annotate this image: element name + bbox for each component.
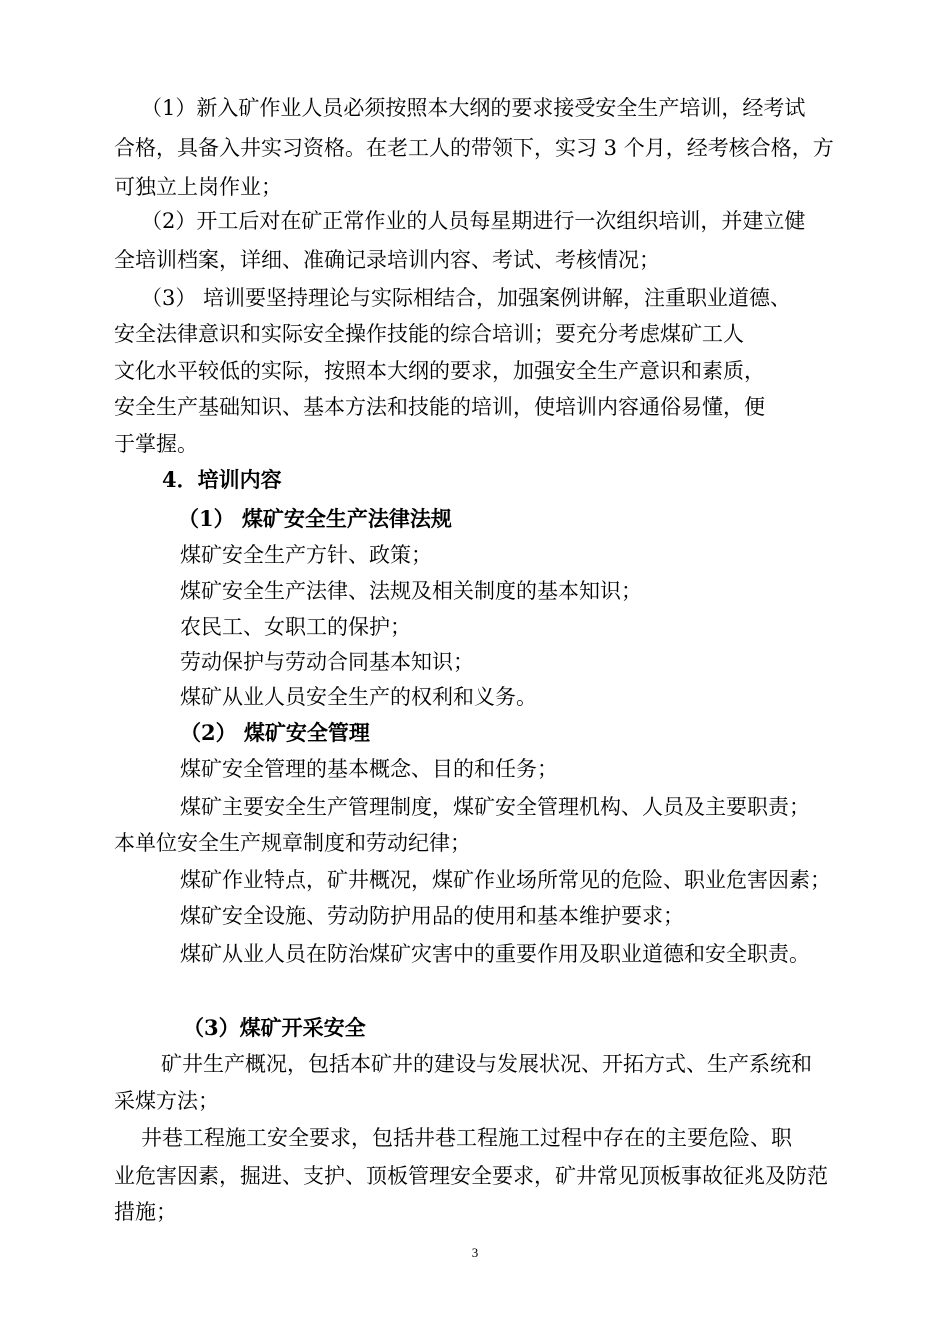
list-item: 煤矿主要安全生产管理制度，煤矿安全管理机构、人员及主要职责；: [180, 795, 810, 819]
list-item: 煤矿安全生产法律、法规及相关制度的基本知识；: [180, 579, 642, 603]
paragraph-5-line-2: 业危害因素，掘进、支护、顶板管理安全要求，矿井常见顶板事故征兆及防范: [114, 1164, 828, 1188]
list-item: 煤矿安全设施、劳动防护用品的使用和基本维护要求；: [180, 904, 684, 928]
paragraph-3-line-3: 文化水平较低的实际，按照本大纲的要求，加强安全生产意识和素质，: [114, 359, 765, 383]
paragraph-2-line-2: 全培训档案，详细、准确记录培训内容、考试、考核情况；: [114, 248, 660, 272]
subheading-2: （2） 煤矿安全管理: [180, 720, 370, 745]
paragraph-4-line-1: 矿井生产概况，包括本矿井的建设与发展状况、开拓方式、生产系统和: [161, 1052, 812, 1076]
paragraph-1-line-2: 合格，具备入井实习资格。在老工人的带领下，实习 3 个月，经考核合格，方: [114, 136, 834, 160]
list-item: 煤矿作业特点，矿井概况，煤矿作业场所常见的危险、职业危害因素；: [180, 868, 831, 892]
paragraph-4-line-2: 采煤方法；: [114, 1089, 219, 1113]
list-item: 煤矿安全管理的基本概念、目的和任务；: [180, 757, 558, 781]
paragraph-3-line-2: 安全法律意识和实际安全操作技能的综合培训；要充分考虑煤矿工人: [114, 322, 744, 346]
list-item: 农民工、女职工的保护；: [180, 615, 411, 639]
paragraph-3-line-5: 于掌握。: [114, 432, 198, 456]
page-number: 3: [471, 1245, 479, 1260]
section-heading: 4．培训内容: [162, 467, 282, 492]
paragraph-1-line-1: （1）新入矿作业人员必须按照本大纲的要求接受安全生产培训，经考试: [141, 96, 806, 120]
subheading-1: （1） 煤矿安全生产法律法规: [178, 506, 452, 531]
paragraph-5-line-3: 措施；: [114, 1200, 177, 1224]
list-item: 煤矿安全生产方针、政策；: [180, 543, 432, 567]
paragraph-3-line-1: （3） 培训要坚持理论与实际相结合，加强案例讲解，注重职业道德、: [141, 286, 792, 310]
list-item: 本单位安全生产规章制度和劳动纪律；: [114, 831, 471, 855]
list-item: 劳动保护与劳动合同基本知识；: [180, 650, 474, 674]
list-item: 煤矿从业人员安全生产的权利和义务。: [180, 685, 537, 709]
list-item: 煤矿从业人员在防治煤矿灾害中的重要作用及职业道德和安全职责。: [180, 942, 810, 966]
paragraph-5-line-1: 井巷工程施工安全要求，包括井巷工程施工过程中存在的主要危险、职: [141, 1126, 792, 1150]
paragraph-3-line-4: 安全生产基础知识、基本方法和技能的培训，使培训内容通俗易懂，便: [114, 395, 765, 419]
paragraph-1-line-3: 可独立上岗作业；: [114, 175, 282, 199]
paragraph-2-line-1: （2）开工后对在矿正常作业的人员每星期进行一次组织培训，并建立健: [141, 209, 806, 233]
subheading-3: （3）煤矿开采安全: [183, 1015, 366, 1040]
